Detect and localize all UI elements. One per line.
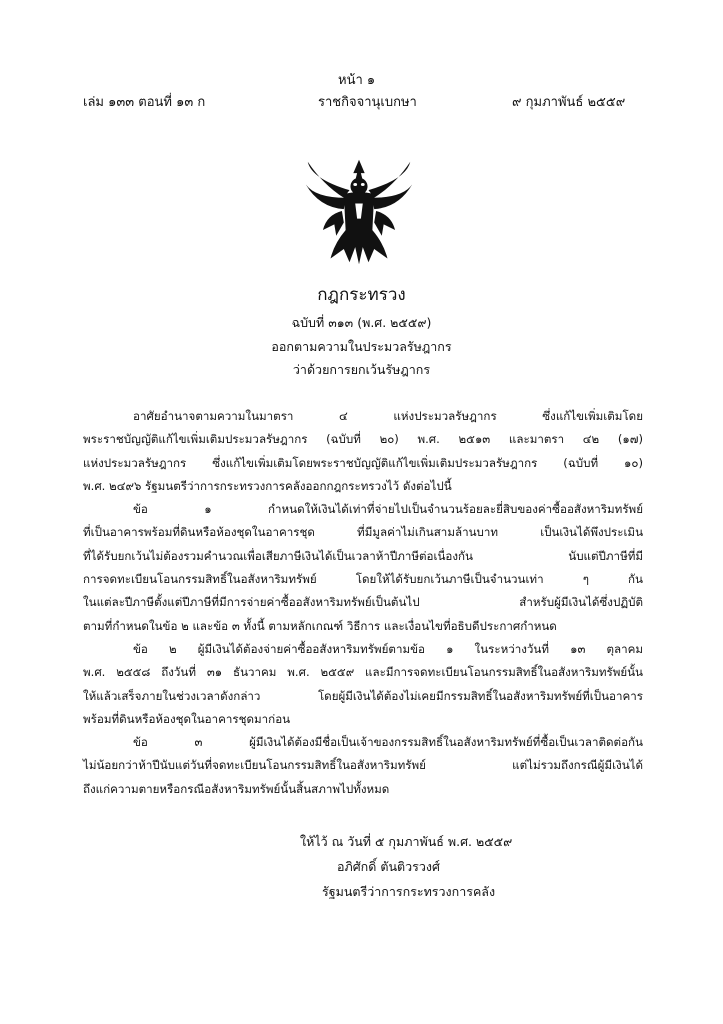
clause-3-line: ข้อ ๓ ผู้มีเงินได้ต้องมีชื่อเป็นเจ้าของกรรมสิทธิ์ในอสังหาริมทรัพย์ที่ซื้อเป็นเวลาติดต่อกัน [133, 735, 643, 750]
issued-under: ออกตามความในประมวลรัษฎากร [271, 339, 452, 354]
clause-1-line: ตามที่กำหนดในข้อ ๒ และข้อ ๓ ทั้งนี้ ตามหลักเกณฑ์ วิธีการ และเงื่อนไขที่อธิบดีประกาศกำหนด [83, 618, 557, 633]
signatory-name: อภิศักดิ์ ตันติวรวงศ์ [337, 859, 440, 874]
document-body [83, 405, 643, 801]
volume-issue: เล่ม ๑๓๓ ตอนที่ ๑๓ ก [83, 95, 206, 110]
clause-2-line: พ.ศ. ๒๕๕๘ ถึงวันที่ ๓๑ ธันวาคม พ.ศ. ๒๕๕๙ และมีการจดทะเบียนโอนกรรมสิทธิ์ในอสังหาริมทรัพย์นั้น [83, 665, 643, 680]
clause-2-line: ให้แล้วเสร็จภายในช่วงเวลาดังกล่าว โดยผู้มีเงินได้ต้องไม่เคยมีกรรมสิทธิ์ในอสังหาริมทรัพย์ที่เป็นอาคาร [83, 688, 643, 703]
issue-number: ฉบับที่ ๓๑๓ (พ.ศ. ๒๕๕๙) [291, 315, 432, 330]
body-line: แห่งประมวลรัษฎากร ซึ่งแก้ไขเพิ่มเติมโดยพระราชบัญญัติแก้ไขเพิ่มเติมประมวลรัษฎากร (ฉบับที่ ๑๐) [83, 455, 643, 470]
clause-1-line: การจดทะเบียนโอนกรรมสิทธิ์ในอสังหาริมทรัพย์ โดยให้ได้รับยกเว้นภาษีเป็นจำนวนเท่า ๆ กัน [83, 572, 643, 587]
garuda-emblem-icon [302, 156, 416, 268]
page-number: หน้า ๑ [338, 73, 376, 88]
document-title: กฎกระทรวง [317, 285, 406, 305]
clause-3-line: ไม่น้อยกว่าห้าปีนับแต่วันที่จดทะเบียนโอนกรรมสิทธิ์ในอสังหาริมทรัพย์ แต่ไม่รวมถึงกรณีผู้มีเงินได้ [83, 758, 643, 773]
body-line: พ.ศ. ๒๔๙๖ รัฐมนตรีว่าการกระทรวงการคลังออกกฎกระทรวงไว้ ดังต่อไปนี้ [83, 478, 452, 493]
clause-2-line: พร้อมที่ดินหรือห้องชุดในอาคารชุดมาก่อน [83, 711, 291, 726]
clause-1-line: ที่เป็นอาคารพร้อมที่ดินหรือห้องชุดในอาคารชุด ที่มีมูลค่าไม่เกินสามล้านบาท เป็นเงินได้พึงประเมิน [83, 525, 643, 540]
clause-1-line: ในแต่ละปีภาษีตั้งแต่ปีภาษีที่มีการจ่ายค่าซื้ออสังหาริมทรัพย์เป็นต้นไป สำหรับผู้มีเงินได้ซึ่งปฏิบัติ [83, 595, 643, 610]
clause-1-line: ข้อ ๑ กำหนดให้เงินได้เท่าที่จ่ายไปเป็นจำนวนร้อยละยี่สิบของค่าซื้ออสังหาริมทรัพย์ [133, 502, 643, 517]
gazette-name: ราชกิจจานุเบกษา [318, 95, 417, 110]
clause-1-line: ที่ได้รับยกเว้นไม่ต้องรวมคำนวณเพื่อเสียภาษีเงินได้เป็นเวลาห้าปีภาษีต่อเนื่องกัน นับแต่ปีภาษีที่มี [83, 548, 643, 563]
clause-3-line: ถึงแก่ความตายหรือกรณีอสังหาริมทรัพย์นั้นสิ้นสภาพไปทั้งหมด [83, 781, 390, 796]
signatory-position: รัฐมนตรีว่าการกระทรวงการคลัง [322, 884, 496, 899]
document-subject: ว่าด้วยการยกเว้นรัษฎากร [292, 362, 431, 377]
clause-2-line: ข้อ ๒ ผู้มีเงินได้ต้องจ่ายค่าซื้ออสังหาริมทรัพย์ตามข้อ ๑ ในระหว่างวันที่ ๑๓ ตุลาคม [133, 641, 643, 656]
body-line: พระราชบัญญัติแก้ไขเพิ่มเติมประมวลรัษฎากร (ฉบับที่ ๒๐) พ.ศ. ๒๕๑๓ และมาตรา ๔๒ (๑๗) [83, 432, 643, 447]
body-line: อาศัยอำนาจตามความในมาตรา ๔ แห่งประมวลรัษฎากร ซึ่งแก้ไขเพิ่มเติมโดย [133, 409, 643, 423]
gazette-date: ๙ กุมภาพันธ์ ๒๕๕๙ [512, 95, 626, 110]
given-date: ให้ไว้ ณ วันที่ ๕ กุมภาพันธ์ พ.ศ. ๒๕๕๙ [300, 834, 513, 849]
